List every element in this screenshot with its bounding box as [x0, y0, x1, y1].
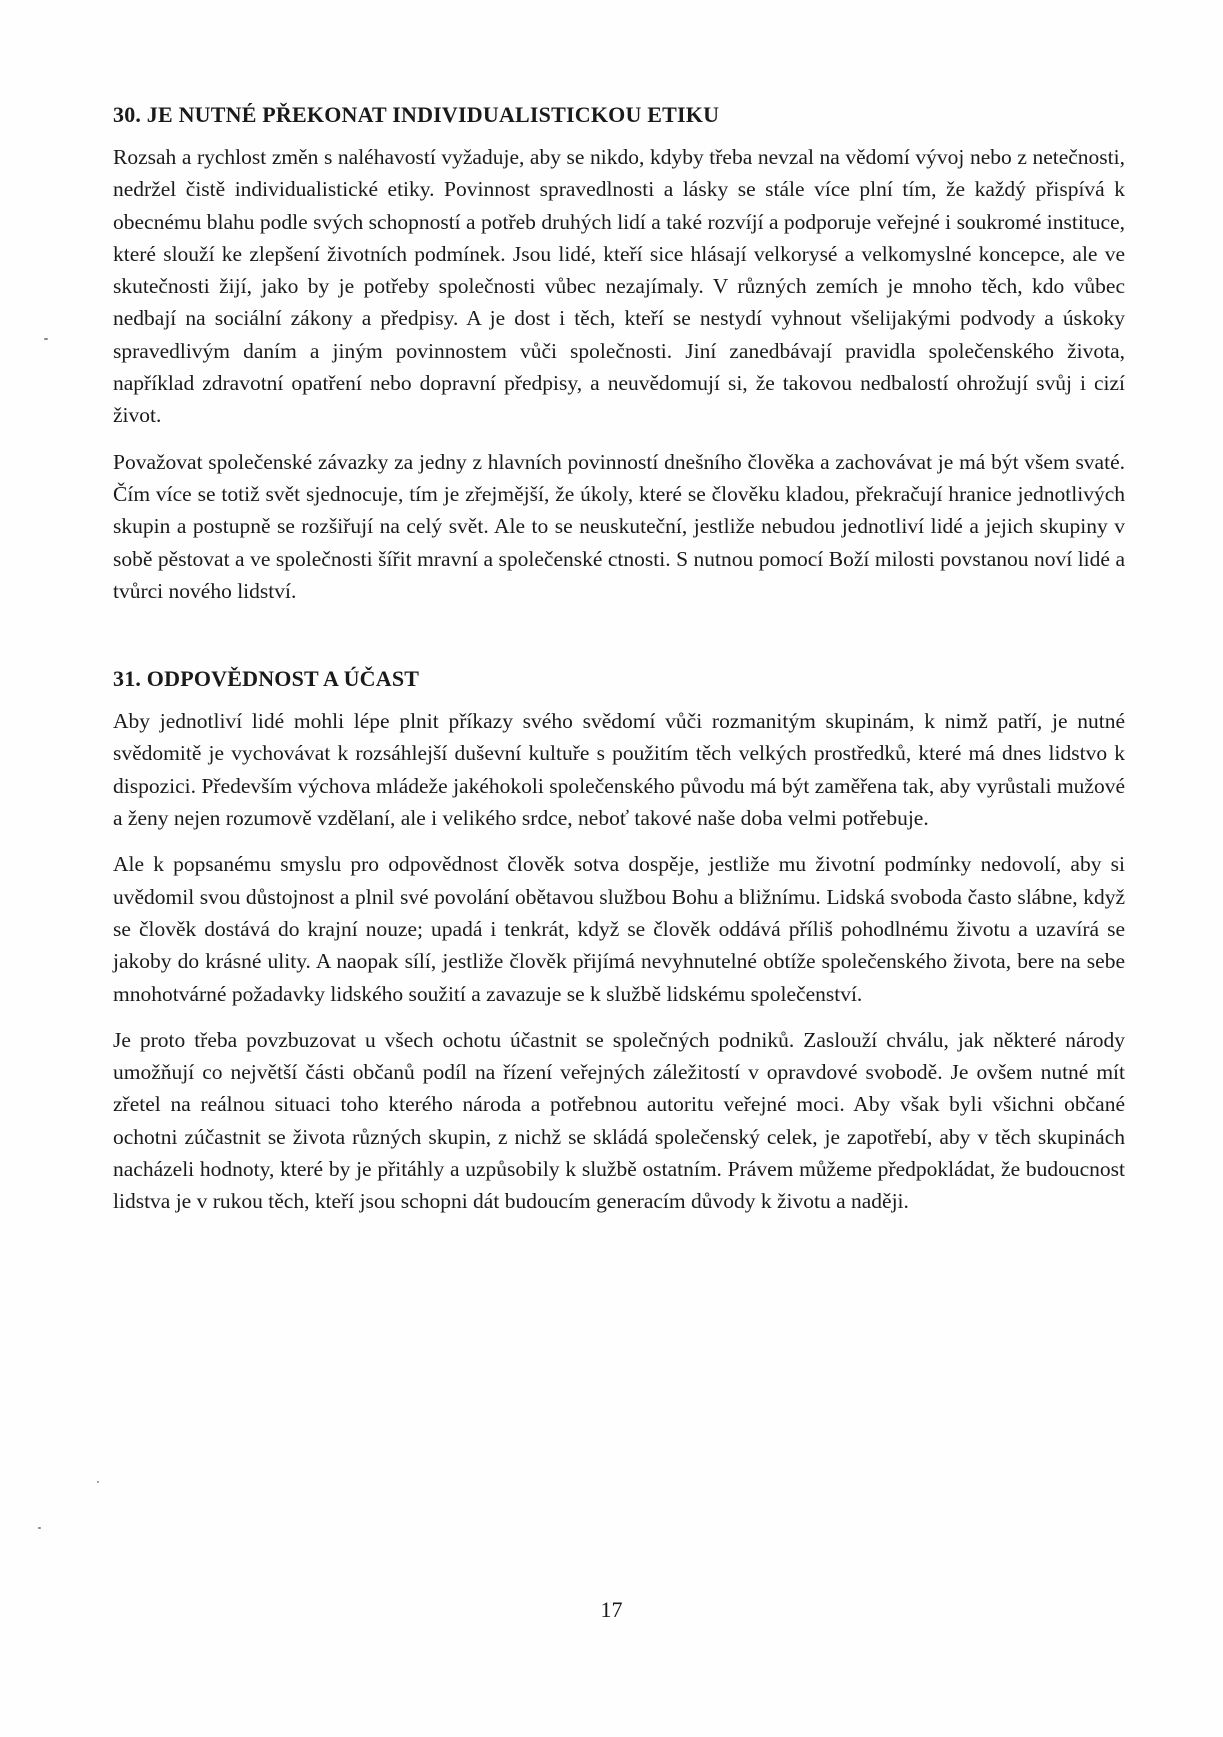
page-content — [113, 101, 1125, 1232]
paragraph: Rozsah a rychlost změn s naléhavostí vyžaduje, aby se nikdo, kdyby třeba nevzal na vědomí vývoj nebo z netečnosti, nedržel čistě individualistické etiky. Povinnost spravedlnosti a lásky se stále více plní tím, že každý přispívá k obecnému blahu podle svých schopností a potřeb druhých lidí a také rozvíjí a podporuje veřejné i soukromé instituce, které slouží ke zlepšení životních podmínek. Jsou lidé, kteří sice hlásají velkorysé a velkomyslné koncepce, ale ve skutečnosti žijí, jako by je potřeby společnosti vůbec nezajímaly. V různých zemích je mnoho těch, kdo vůbec nedbají na sociální zákony a předpisy. A je dost i těch, kteří se nestydí vyhnout všelijakými podvody a úskoky spravedlivým daním a jiným povinnostem vůči společnosti. Jiní zanedbávají pravidla společenského života, například zdravotní opatření nebo dopravní předpisy, a neuvědomují si, že takovou nedbalostí ohrožují svůj i cizí život. — [113, 145, 1125, 428]
paragraph: Aby jednotliví lidé mohli lépe plnit příkazy svého svědomí vůči rozmanitým skupinám, k nimž patří, je nutné svědomitě je vychovávat k rozsáhlejší duševní kultuře s použitím těch velkých prostředků, které má dnes lidstvo k dispozici. Především výchova mládeže jakéhokoli společenského původu má být zaměřena tak, aby vyrůstali mužové a ženy nejen rozumově vzdělaní, ale i velikého srdce, neboť takové naše doba velmi potřebuje. — [113, 709, 1125, 831]
page-number: 17 — [600, 1597, 623, 1622]
paragraph: Ale k popsanému smyslu pro odpovědnost člověk sotva dospěje, jestliže mu životní podmínky nedovolí, aby si uvědomil svou důstojnost a plnil své povolání obětavou službou Bohu a bližnímu. Lidská svoboda často slábne, když se člověk dostává do krajní nouze; upadá i tenkrát, když se člověk oddává příliš pohodlnému životu a uzavírá se jakoby do krásné ulity. A naopak sílí, jestliže člověk přijímá nevyhnutelné obtíže společenského života, bere na sebe mnohotvárné požadavky lidského soužití a zavazuje se k službě lidskému společenství. — [113, 852, 1125, 1006]
section-30 — [113, 101, 1125, 607]
scan-speck — [97, 1481, 99, 1483]
scan-speck — [38, 1527, 41, 1529]
section-heading: 30. JE NUTNÉ PŘEKONAT INDIVIDUALISTICKOU ETIKU — [113, 102, 720, 127]
section-31 — [113, 665, 1125, 1217]
scan-speck — [44, 338, 48, 340]
section-heading: 31. ODPOVĚDNOST A ÚČAST — [113, 666, 420, 692]
paragraph: Je proto třeba povzbuzovat u všech ochotu účastnit se společných podniků. Zaslouží chválu, jak některé národy umožňují co největší části občanů podíl na řízení veřejných záležitostí v opravdové svobodě. Je ovšem nutné mít zřetel na reálnou situaci toho kterého národa a potřebnou autoritu veřejné moci. Aby však byli všichni občané ochotni zúčastnit se života různých skupin, z nichž se skládá společenský celek, je zapotřebí, aby v těch skupinách nacházeli hodnoty, které by je přitáhly a uzpůsobily k službě ostatním. Právem můžeme předpokládat, že budoucnost lidstva je v rukou těch, kteří jsou schopni dát budoucím generacím důvody k životu a naději. — [113, 1027, 1125, 1214]
paragraph: Považovat společenské závazky za jedny z hlavních povinností dnešního člověka a zachovávat je má být všem svaté. Čím více se totiž svět sjednocuje, tím je zřejmější, že úkoly, které se člověku kladou, překračují hranice jednotlivých skupin a postupně se rozšiřují na celý svět. Ale to se neuskuteční, jestliže nebudou jednotliví lidé a jejich skupiny v sobě pěstovat a ve společnosti šířit mravní a společenské ctnosti. S nutnou pomocí Boží milosti povstanou noví lidé a tvůrci nového lidství. — [113, 449, 1125, 603]
